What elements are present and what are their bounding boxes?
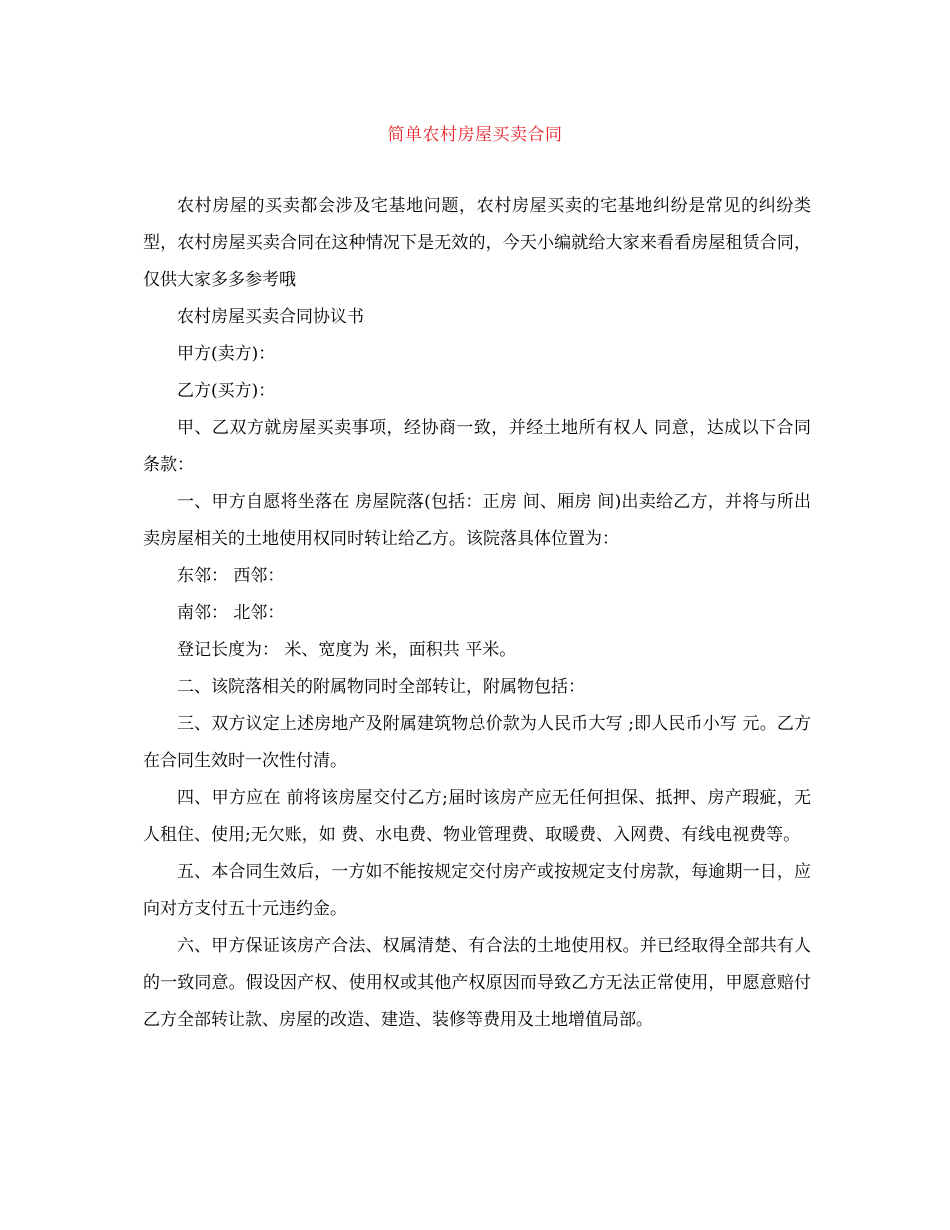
document-title: 简单农村房屋买卖合同 [387,125,563,145]
clause-6: 六、甲方保证该房产合法、权属清楚、有合法的土地使用权。并已经取得全部共有人的一致同意。假设因产权、使用权或其他产权原因而导致乙方无法正常使用，甲愿意赔付乙方全部转让款、房屋的改造、建造、装修等费用及土地增值局部。 [143,936,811,1030]
clause-3: 三、双方议定上述房地产及附属建筑物总价款为人民币大写 ;即人民币小写 元。乙方在合同生效时一次性付清。 [143,714,811,771]
agreement-heading: 农村房屋买卖合同协议书 [177,307,364,327]
neighbors-south-north: 南邻： 北邻： [177,603,285,623]
clause-1: 一、甲方自愿将坐落在 房屋院落(包括：正房 间、厢房 间)出卖给乙方，并将与所出卖房屋相关的土地使用权同时转让给乙方。该院落具体位置为： [143,492,811,549]
registered-dimensions: 登记长度为： 米、宽度为 米，面积共 平米。 [177,640,517,660]
party-a-line: 甲方(卖方)： [177,344,276,364]
clause-5: 五、本合同生效后，一方如不能按规定交付房产或按规定支付房款，每逾期一日，应向对方支付五十元违约金。 [143,862,811,919]
clause-4: 四、甲方应在 前将该房屋交付乙方;届时该房产应无任何担保、抵押、房产瑕疵，无人租住、使用;无欠账，如 费、水电费、物业管理费、取暖费、入网费、有线电视费等。 [143,788,811,845]
clause-2: 二、该院落相关的附属物同时全部转让，附属物包括： [177,677,585,697]
neighbors-east-west: 东邻： 西邻： [177,566,285,586]
preamble-paragraph: 甲、乙双方就房屋买卖事项，经协商一致，并经土地所有权人 同意，达成以下合同条款： [143,418,811,475]
party-b-line: 乙方(买方)： [177,381,276,401]
document-body [143,188,811,1039]
intro-paragraph: 农村房屋的买卖都会涉及宅基地问题，农村房屋买卖的宅基地纠纷是常见的纠纷类型，农村房屋买卖合同在这种情况下是无效的，今天小编就给大家来看看房屋租赁合同，仅供大家多多参考哦 [143,196,811,290]
